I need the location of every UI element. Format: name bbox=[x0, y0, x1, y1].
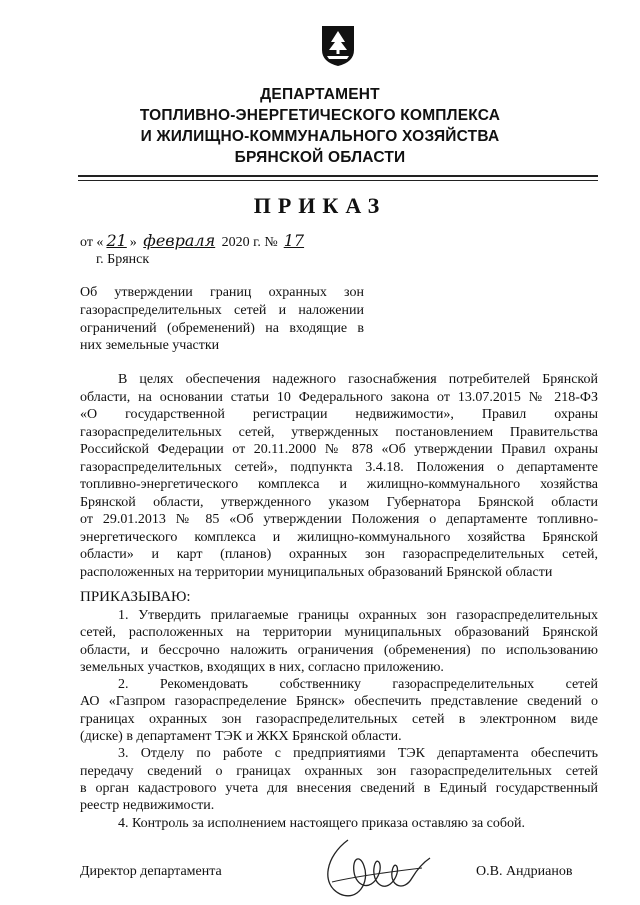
department-line: ДЕПАРТАМЕНТ bbox=[260, 86, 380, 103]
coat-of-arms-icon bbox=[318, 22, 358, 68]
date-line bbox=[80, 231, 310, 251]
order-item bbox=[80, 815, 598, 832]
date-year: 2020 г. bbox=[221, 235, 261, 250]
item-line: передачу сведений о границах охранных зон газораспределительных сетей bbox=[80, 763, 598, 779]
header-divider-thin bbox=[78, 180, 598, 181]
department-header bbox=[0, 84, 640, 168]
order-items bbox=[80, 607, 598, 832]
preamble-line: газораспределительных сетей, утвержденных постановлением Правительства bbox=[80, 424, 598, 440]
document-title: ПРИКАЗ bbox=[253, 193, 387, 218]
item-line: 3. Отделу по работе с предприятиями ТЭК департамента обеспечить bbox=[118, 746, 598, 762]
city: г. Брянск bbox=[96, 252, 150, 267]
preamble-paragraph bbox=[80, 371, 598, 581]
date-day: 21 bbox=[106, 231, 127, 250]
item-line: АО «Газпром газораспределение Брянск» обеспечить представление сведений о bbox=[80, 694, 598, 710]
handwritten-signature bbox=[318, 832, 436, 902]
item-line: в орган кадастрового учета для внесения сведений в Единый государственный bbox=[80, 780, 598, 796]
item-line: сетей, расположенных на территории муниципальных образований Брянской bbox=[80, 625, 598, 641]
subject-line: Об утверждении границ охранных зон bbox=[80, 285, 364, 300]
preamble-line: от 29.01.2013 № 85 «Об утверждении Положения о департаменте топливно- bbox=[80, 512, 598, 527]
item-line: границах охранных зон газораспределительных сетей в электронном виде bbox=[80, 711, 598, 727]
number-label: № bbox=[264, 235, 278, 250]
signatory-position: Директор департамента bbox=[80, 864, 222, 879]
preamble-line: энергетического комплекса и жилищно-коммунального хозяйства Брянской bbox=[80, 529, 598, 545]
item-line: 1. Утвердить прилагаемые границы охранных зон газораспределительных bbox=[118, 608, 598, 623]
order-keyword: ПРИКАЗЫВАЮ: bbox=[80, 589, 191, 605]
item-line: 4. Контроль за исполнением настоящего приказа оставляю за собой. bbox=[118, 815, 526, 831]
date-sep: » bbox=[129, 235, 137, 250]
preamble-line: области, на основании статьи 10 Федерального закона от 13.07.2015 № 218-ФЗ bbox=[80, 389, 598, 405]
preamble-line: Брянской области, утвержденного указом Губернатора Брянской области bbox=[80, 494, 598, 510]
department-line: ТОПЛИВНО-ЭНЕРГЕТИЧЕСКОГО КОМПЛЕКСА bbox=[139, 107, 501, 124]
item-line: области, и бессрочно наложить ограничения (обременения) по использованию bbox=[80, 642, 598, 658]
department-line: БРЯНСКОЙ ОБЛАСТИ bbox=[234, 149, 406, 166]
preamble-line: «О государственной регистрации недвижимости», Правил охраны bbox=[80, 407, 598, 422]
order-item bbox=[80, 745, 598, 814]
item-line: (диске) в департамент ТЭК и ЖКХ Брянской области. bbox=[80, 729, 402, 745]
subject-line: газораспределительных сетей и наложении bbox=[80, 302, 364, 318]
date-prefix: от « bbox=[80, 235, 104, 250]
preamble-line: топливно-энергетического комплекса и жилищно-коммунального хозяйства bbox=[80, 477, 598, 492]
item-line: реестр недвижимости. bbox=[80, 798, 215, 814]
item-line: 2. Рекомендовать собственнику газораспределительных сетей bbox=[118, 677, 598, 693]
signatory-name: О.В. Андрианов bbox=[476, 864, 573, 879]
preamble-line: газораспределительных сетей», подпункта 3.4.18. Положения о департаменте bbox=[80, 459, 598, 475]
header-divider bbox=[78, 175, 598, 177]
preamble-line: области» и карт (планов) охранных зон газораспределительных сетей, bbox=[80, 547, 598, 562]
subject-line: ограничений (обременений) на входящие в bbox=[80, 320, 364, 336]
item-line: земельных участков, входящих в них, согласно приложению. bbox=[80, 659, 444, 675]
order-item bbox=[80, 676, 598, 745]
order-number: 17 bbox=[283, 231, 305, 250]
preamble-line: расположенных на территории муниципальных образований Брянской области bbox=[80, 564, 553, 580]
date-month: февраля bbox=[143, 231, 216, 250]
preamble-line: В целях обеспечения надежного газоснабжения потребителей Брянской bbox=[118, 372, 598, 387]
order-item bbox=[80, 607, 598, 676]
preamble-line: Российской Федерации от 20.11.2000 № 878 «Об утверждении Правил охраны bbox=[80, 442, 598, 457]
order-subject bbox=[80, 284, 364, 355]
department-line: И ЖИЛИЩНО-КОММУНАЛЬНОГО ХОЗЯЙСТВА bbox=[140, 128, 500, 145]
subject-line: них земельные участки bbox=[80, 338, 220, 354]
